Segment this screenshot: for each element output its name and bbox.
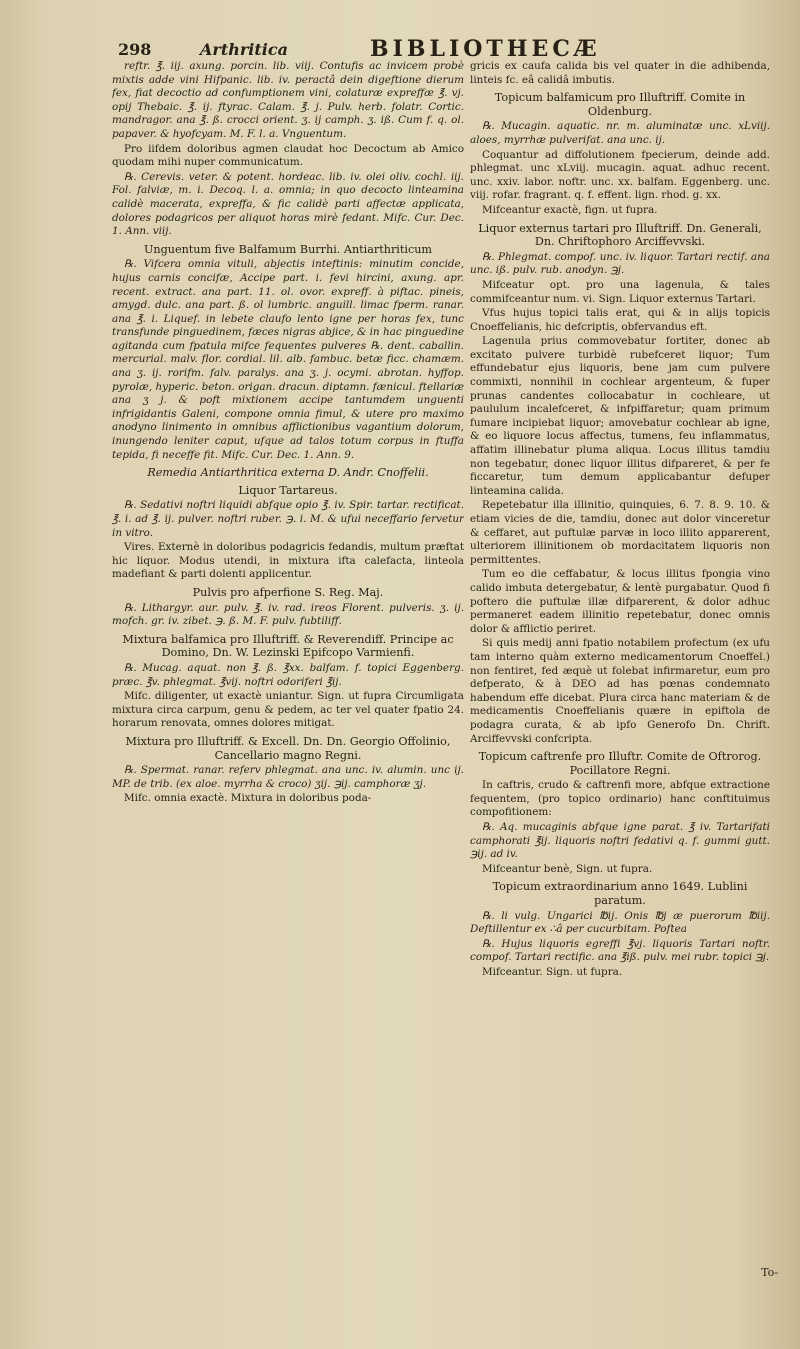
recipe-paragraph: ℞. Lithargyr. aur. pulv. ℥. iv. rad. ireos Florent. pulveris. ʒ. ij. mofch. gr. iv. zibet. ℈. ß. M. F. pulv. fubtiliff. <box>112 601 464 628</box>
paragraph: Pro iifdem doloribus agmen claudat hoc Decoctum ab Amico quodam mihi nuper communicatum. <box>112 142 464 169</box>
recipe-paragraph: ℞. Mucagin. aquatic. nr. m. aluminatæ unc. xLviij. aloes, myrrhæ pulverifat. ana unc. ij. <box>470 120 770 146</box>
recipe-paragraph: reftr. ℥. iij. axung. porcin. lib. viij. Contufis ac invicem probè mixtis adde vini Hifpanic. lib. iv. peractâ dein digeftione dierum fex, fiat decoctio ad confumptionem vini, colaturæ expreffæ ℥. vj. opij Thebaic. ℥. ij. ftyrac. Calam. ℥. j. Pulv. herb. folatr. Cortic. mandragor. ana ℥. ß. crocci orient. ʒ. ij camph. ʒ. iß. Cum f. q. ol. papaver. & hyofcyam. M. F. l. a. Vnguentum. <box>112 60 464 140</box>
recipe-paragraph: ℞. Aq. mucaginis abfque igne parat. ℥ iv. Tartarifati camphorati ℥ij. liquoris noftri fedativi q. f. gummi gutt. ℈ij. ad iv. <box>470 821 770 861</box>
right-column <box>470 60 770 1321</box>
recipe-paragraph: ℞. Hujus liquoris egreffi ℥vj. liquoris Tartari noftr. compof. Tartari rectific. ana ℥iß. pulv. mei rubr. topici ℈j. <box>470 937 770 964</box>
paragraph: Vfus hujus topici talis erat, qui & in alijs topicis Cnoeffelianis, hic defcriptis, obfervandus eft. <box>470 307 770 333</box>
recipe-paragraph: ℞. li vulg. Ungarici ℔ij. Onis ℔j æ puerorum ℔iij. Deftillentur ex ∴â per cucurbitam. Poftea <box>470 909 770 936</box>
running-head: BIBLIOTHECÆ <box>370 36 601 62</box>
catchword: To- <box>761 1266 778 1279</box>
paragraph: Mifc. diligenter, ut exactè uniantur. Sign. ut fupra Circumligata mixtura circa carpum, genu & pedem, ac ter vel quater fpatio 24. horarum renovata, omnes dolores mitigat. <box>112 690 464 730</box>
paragraph: Mifceantur exactè, fign. ut fupra. <box>482 203 658 216</box>
paragraph: Coquantur ad diffolutionem fpecierum, deinde add. phlegmat. unc xLviij. mucagin. aquat. adhuc recent. unc. xxiv. labor. noftr. unc. xx. balfam. Eggenberg. unc. viij. rofar. fragrant. q. f. effent. lign. rhod. g. xx. <box>470 148 770 202</box>
section-heading: Remedia Antiarthritica externa D. Andr. Cnoffelii. <box>147 466 429 480</box>
recipe-title: Pulvis pro afperfione S. Reg. Maj. <box>192 585 384 599</box>
section-title: Arthritica <box>200 40 288 59</box>
recipe-paragraph: ℞. Spermat. ranar. referv phlegmat. ana unc. iv. alumin. unc ij. MP. de trib. (ex aloe. myrrha & croco) ʒij. ℈ij. camphoræ ʒj. <box>112 764 464 790</box>
left-column <box>112 60 464 1321</box>
recipe-title: Topicum extraordinarium anno 1649. Lublini paratum. <box>492 880 748 908</box>
paragraph: Mifc. omnia exactè. Mixtura in doloribus poda- <box>124 792 372 805</box>
recipe-title: Unguentum five Balfamum Burrhi. Antiarthriticum <box>143 242 433 256</box>
recipe-title: Liquor Tartareus. <box>238 483 338 497</box>
paragraph: Vires. Externè in doloribus podagricis fedandis, multum præftat hic liquor. Modus utendi, in mixtura ifta calefacta, linteola madefiant & parti dolenti applicentur. <box>112 541 464 581</box>
paragraph: Tum eo die ceffabatur, & locus illitus fpongia vino calido imbuta detergebatur, & lentè purgabatur. Quod fi poftero die puftulæ illæ difparerent, & dolor adhuc permaneret eadem illinitio repetebatur, donec omnis dolor & afflictio periret. <box>470 568 770 635</box>
recipe-title: Mixtura pro Illuftriff. & Excell. Dn. Dn. Georgio Offolinio, Cancellario magno Regni. <box>125 734 451 762</box>
recipe-title: Topicum balfamicum pro Illuftriff. Comite in Oldenburg. <box>494 91 746 118</box>
paragraph: In caftris, crudo & caftrenfi more, abfque extractione fequentem, (pro topico ordinario) hanc conftituimus compofitionem: <box>470 779 770 819</box>
recipe-paragraph: ℞. Sedativi noftri liquidi abfque opio ℥. iv. Spir. tartar. rectificat. ℥. i. ad ℥. ij. pulver. noftri ruber. ℈. i. M. & ufui neceffario fervetur in vitro. <box>112 499 464 539</box>
recipe-paragraph: ℞. Cerevis. veter. & potent. hordeac. lib. iv. olei oliv. cochl. iij. Fol. falviæ, m. i. Decoq. l. a. omnia; in quo decocto linteamina calidè macerata, expreffa, & fic calidè parti affectæ applicata, dolores podagricos per aliquot horas mirè fedant. Mifc. Cur. Dec. 1. Ann. viij. <box>112 170 464 238</box>
recipe-paragraph: ℞. Vifcera omnia vituli, abjectis inteftinis: minutim concide, hujus carnis concifæ, Accipe part. i. fevi hircini, axung. apr. recent. extract. ana part. 11. ol. ovor. expreff. à piftac. pineis, amygd. dulc. ana part. ß. ol lumbric. anguill. limac fperm. ranar. ana ℥. i. Liquef. in lebete claufo lento igne per horas fex, tunc transfunde pinguedinem, fæces nigras abjice, & in hac pinguedine agitanda cum fpatula mifce fequentes pulveres ℞. dent. caballin. mercurial. malv. flor. cordial. lil. alb. fambuc. betæ ficc. chamæm. ana ʒ. ij. rorifm. falv. paralys. ana ʒ. j. ocymi. abrotan. hyffop. pyrolæ, hyperic. beton. origan. dracun. diptamn. fænicul. ftellariæ ana ʒ j. & poft mixtionem accipe tantumdem unguenti infrigidantis Galeni, compone omnia fimul, & utere pro maximo anodyno linimento in omnibus afflictionibus vagantium dolorum, inungendo leniter caput, ufque ad talos totum corpus in ftuffa tepida, fi neceffe fit. Mifc. Cur. Dec. 1. Ann. 9. <box>112 258 464 461</box>
recipe-title: Liquor externus tartari pro Illuftriff. Dn. Generali, Dn. Chriftophoro Arciffevvski. <box>478 221 762 249</box>
page-number: 298 <box>118 40 152 59</box>
paragraph: Mifceantur benè, Sign. ut fupra. <box>482 862 653 875</box>
paragraph: Lagenula prius commovebatur fortiter, donec ab excitato pulvere turbidè rubefceret liquor; Tum effundebatur ejus liquoris, bene jam cum pulvere commixti, nonnihil in cochlear argenteum, & fuper prunas candentes collocabatur in cochleare, ut paululum incalefceret, & infpiffaretur; quam primum fumare incipiebat liquor; amovebatur cochlear ab igne, & eo liquore locus affectus, tumens, feu inflammatus, affatim illinebatur pluma aliqua. Locus illitus tamdiu non tegebatur, donec liquor illitus difpareret, & per fe ficcaretur, tum demum applicabantur defuper linteamina calida. <box>470 335 770 497</box>
paragraph: Mifceatur opt. pro una lagenula, & tales commifceantur num. vi. Sign. Liquor externus Tartari. <box>470 278 770 305</box>
continued-paragraph: gricis ex caufa calida bis vel quater in die adhibenda, linteis fc. eâ calidâ imbutis. <box>470 60 770 86</box>
recipe-title: Mixtura balfamica pro Illuftriff. & Reverendiff. Principe ac Domino, Dn. W. Lezinski Epifcopo Varmienfi. <box>122 632 454 660</box>
paragraph: Si quis medij anni fpatio notabilem profectum (ex ufu tam interno quàm externo medicamentorum Cnoeffel.) non fentiret, fed æquè ut folebat infirmaretur, eum pro defperato, & à DEO ad has pœnas condemnato habendum effe dicebat. Plura circa hanc materiam & de medicamentis Cnoeffelianis quære in epiftola de podagra curata, & ab ipfo Generofo Dn. Chrift. Arciffevvski confcripta. <box>470 637 770 745</box>
recipe-title: Topicum caftrenfe pro Illuftr. Comite de Oftrorog. Pocillatore Regni. <box>478 750 762 777</box>
recipe-paragraph: ℞. Phlegmat. compof. unc. iv. liquor. Tartari rectif. ana unc. iß. pulv. rub. anodyn. ℈j. <box>470 250 770 277</box>
paragraph: Repetebatur illa illinitio, quinquies, 6. 7. 8. 9. 10. & etiam vicies de die, tamdiu, donec aut dolor vinceretur & ceffaret, aut puftulæ parvæ in loco illito apparerent, ulteriorem illinitionem ob mordacitatem liquoris non permittentes. <box>470 499 770 566</box>
paragraph: Mifceantur. Sign. ut fupra. <box>482 966 623 978</box>
recipe-paragraph: ℞. Mucag. aquat. non ℥. ß. ℥xx. balfam. f. topici Eggenberg. præc. ℥v. phlegmat. ℥vij. noftri odoriferi ℥ij. <box>112 661 464 688</box>
